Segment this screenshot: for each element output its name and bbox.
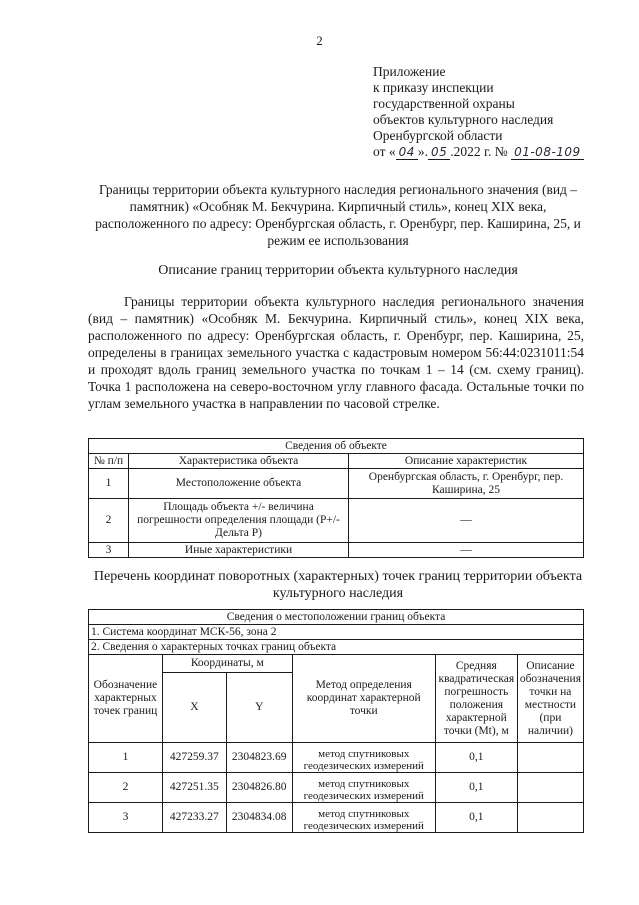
handwritten-order-number: 01-08-109 xyxy=(511,146,584,160)
date-prefix: от « xyxy=(373,144,396,159)
header-designation: Обозначение характерных точек границ xyxy=(89,655,163,743)
cell-method: метод спутниковых геодезических измерений xyxy=(292,743,435,773)
header-precision: Средняя квадратическая погрешность положения характерной точки (Mt), м xyxy=(435,655,517,743)
appendix-line: Приложение xyxy=(373,64,446,79)
header-method: Метод определения координат характерной точки xyxy=(292,655,435,743)
row-description: Оренбургская область, г. Оренбург, пер. Каширина, 25 xyxy=(349,469,584,499)
table-row xyxy=(89,773,584,803)
row-num: 2 xyxy=(89,499,129,543)
header-num: № п/п xyxy=(89,454,129,469)
cell-y: 2304823.69 xyxy=(226,743,292,773)
appendix-line: Оренбургской области xyxy=(373,128,503,143)
table-row xyxy=(89,499,584,543)
cell-y: 2304834.08 xyxy=(226,803,292,833)
header-location-desc: Описание обозначения точки на местности (при наличии) xyxy=(517,655,583,743)
page-number: 2 xyxy=(316,33,323,48)
header-characteristic: Характеристика объекта xyxy=(129,454,349,469)
cell-point: 2 xyxy=(89,773,163,803)
coordinates-list-title: Перечень координат поворотных (характерных) точек границ территории объекта культурного наследия xyxy=(93,569,583,601)
appendix-line: к приказу инспекции xyxy=(373,80,494,95)
header-coordinates: Координаты, м xyxy=(162,655,292,673)
cell-x: 427259.37 xyxy=(162,743,226,773)
points-caption: 2. Сведения о характерных точках границ объекта xyxy=(89,640,584,655)
date-mid: ». xyxy=(417,144,429,159)
coordinates-caption: Сведения о местоположении границ объекта xyxy=(89,610,584,625)
row-num: 1 xyxy=(89,469,129,499)
row-num: 3 xyxy=(89,543,129,558)
handwritten-month: 05 xyxy=(428,146,450,160)
object-info-caption: Сведения об объекте xyxy=(89,439,584,454)
cell-desc xyxy=(517,803,583,833)
table-row xyxy=(89,543,584,558)
cell-point: 3 xyxy=(89,803,163,833)
cell-point: 1 xyxy=(89,743,163,773)
header-y: Y xyxy=(226,673,292,743)
row-description: — xyxy=(349,543,584,558)
date-suffix: .2022 г. № xyxy=(450,144,508,159)
header-description: Описание характеристик xyxy=(349,454,584,469)
boundary-description: Границы территории объекта культурного наследия регионального значения (вид – памятник) «Особняк М. Бекчурина. Кирпичный стиль», конец XIX века, расположенного по адресу: Оренбургская область, г. Оренбург, пер. Каширина, 25, определены в границах земельного участка с кадастровым номером 56:44:0231011:54 и проходят вдоль границ земельного участка по точкам 1 – 14 (см. схему границ). Точка 1 расположена на северо-восточном углу главного фасада. Остальные точки по углам земельного участка в направлении по часовой стрелке. xyxy=(88,294,584,411)
row-characteristic: Площадь объекта +/- величина погрешности определения площади (Р+/- Дельта Р) xyxy=(129,499,349,543)
table-row xyxy=(89,469,584,499)
table-row xyxy=(89,803,584,833)
cell-desc xyxy=(517,773,583,803)
appendix-line: государственной охраны xyxy=(373,96,515,111)
row-description: — xyxy=(349,499,584,543)
table-row xyxy=(89,743,584,773)
cell-method: метод спутниковых геодезических измерений xyxy=(292,773,435,803)
header-x: X xyxy=(162,673,226,743)
coordinate-system: 1. Система координат МСК-56, зона 2 xyxy=(89,625,584,640)
object-info-table xyxy=(88,438,584,558)
appendix-header xyxy=(373,64,623,160)
cell-desc xyxy=(517,743,583,773)
cell-method: метод спутниковых геодезических измерений xyxy=(292,803,435,833)
section-subtitle: Описание границ территории объекта культурного наследия xyxy=(158,263,518,278)
row-characteristic: Иные характеристики xyxy=(129,543,349,558)
cell-x: 427233.27 xyxy=(162,803,226,833)
cell-mt: 0,1 xyxy=(435,803,517,833)
cell-y: 2304826.80 xyxy=(226,773,292,803)
order-date-line xyxy=(373,144,623,160)
row-characteristic: Местоположение объекта xyxy=(129,469,349,499)
cell-x: 427251.35 xyxy=(162,773,226,803)
document-title: Границы территории объекта культурного наследия регионального значения (вид – памятник) «Особняк М. Бекчурина. Кирпичный стиль», конец XIX века, расположенного по адресу: Оренбургская область, г. Оренбург, пер. Каширина, 25, и режим ее использования xyxy=(95,182,581,248)
handwritten-day: 04 xyxy=(396,146,418,160)
appendix-line: объектов культурного наследия xyxy=(373,112,554,127)
cell-mt: 0,1 xyxy=(435,743,517,773)
coordinates-table xyxy=(88,609,584,833)
cell-mt: 0,1 xyxy=(435,773,517,803)
